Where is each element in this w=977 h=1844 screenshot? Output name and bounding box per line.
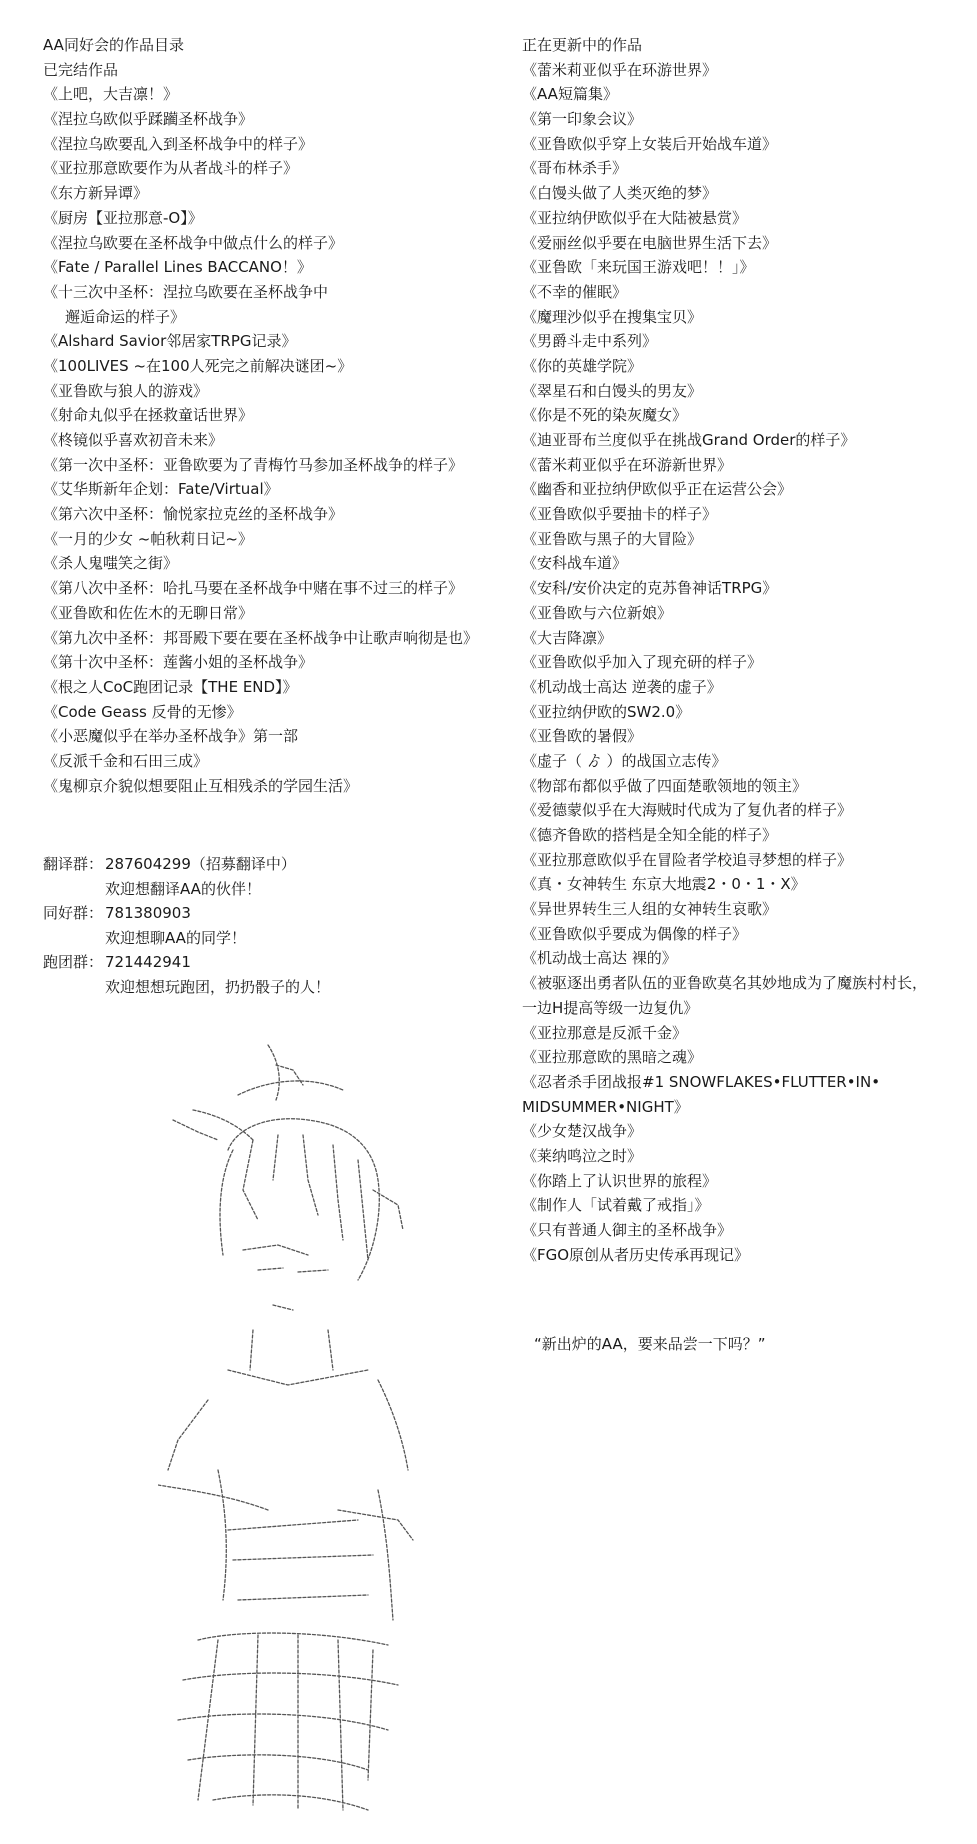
work-item: 《你的英雄学院》	[522, 356, 643, 375]
fan-group-row	[43, 901, 330, 926]
translate-group-row	[43, 852, 330, 877]
work-item: 《小恶魔似乎在举办圣杯战争》第一部	[43, 727, 299, 746]
work-item: 《物部布都似乎做了四面楚歌领地的领主》	[522, 776, 808, 795]
work-item: 《你是不死的染灰魔女》	[522, 406, 688, 425]
work-item: 《鬼柳京介貌似想要阻止互相残杀的学园生活》	[43, 776, 359, 795]
work-item: 《Alshard Savior邻居家TRPG记录》	[43, 332, 297, 351]
work-item: 《第六次中圣杯：愉悦家拉克丝的圣杯战争》	[43, 505, 344, 524]
work-item: 《Fate / Parallel Lines BACCANO！》	[43, 258, 312, 277]
completed-heading: 已完结作品	[43, 60, 119, 79]
translate-group-note: 欢迎想翻译AA的伙伴！	[105, 879, 261, 898]
work-item-continued: 一边H提高等级一边复仇》	[522, 998, 699, 1017]
work-item: 《虚子（ ゟ ）的战国立志传》	[522, 751, 727, 770]
work-item: 《亚鲁欧的暑假》	[522, 727, 643, 746]
work-item: 《男爵斗走中系列》	[522, 332, 658, 351]
trpg-group-note: 欢迎想想玩跑团，扔扔骰子的人！	[105, 977, 331, 996]
work-item: 《十三次中圣杯：涅拉乌欧要在圣杯战争中	[43, 282, 329, 301]
work-item: 《根之人CoC跑团记录【THE END】》	[43, 677, 298, 696]
ongoing-heading: 正在更新中的作品	[522, 36, 643, 54]
work-item: 《亚鲁欧与六位新娘》	[522, 603, 673, 622]
translate-group-label: 翻译群：	[43, 855, 104, 873]
work-item: 《制作人「试着戴了戒指」》	[522, 1196, 710, 1215]
work-item: 《亚鲁欧「来玩国王游戏吧！！」》	[522, 258, 755, 277]
work-item: 《亚拉那意欧的黑暗之魂》	[522, 1048, 703, 1067]
work-item: 《你踏上了认识世界的旅程》	[522, 1171, 718, 1190]
work-item: 《真・女神转生 东京大地震2・0・1・X》	[522, 875, 806, 894]
work-item: 《杀人鬼嗤笑之街》	[43, 554, 179, 573]
work-item: 《机动战士高达 裸的》	[522, 949, 677, 968]
work-item: 《爱德蒙似乎在大海贼时代成为了复仇者的样子》	[522, 801, 853, 820]
work-item: 《不幸的催眠》	[522, 282, 628, 301]
work-item: 《亚鲁欧与黑子的大冒险》	[522, 529, 703, 548]
work-item: 《射命丸似乎在拯救童话世界》	[43, 406, 254, 425]
work-item: 《涅拉乌欧要在圣杯战争中做点什么的样子》	[43, 233, 344, 252]
contact-groups	[43, 852, 330, 1000]
work-item: 《德齐鲁欧的搭档是全知全能的样子》	[522, 826, 778, 844]
ongoing-works-column	[522, 33, 972, 1267]
work-item: 《亚拉纳伊欧似乎在大陆被悬赏》	[522, 208, 748, 227]
work-item: 《亚拉那意欧似乎在冒险者学校追寻梦想的样子》	[522, 850, 853, 869]
work-item: 《第十次中圣杯：莲酱小姐的圣杯战争》	[43, 653, 314, 672]
work-item: 《魔理沙似乎在搜集宝贝》	[522, 307, 703, 326]
work-item: 《亚鲁欧似乎穿上女装后开始战车道》	[522, 134, 778, 153]
work-item: 《机动战士高达 逆袭的虚子》	[522, 677, 722, 696]
work-item: 《涅拉乌欧似乎蹂躏圣杯战争》	[43, 110, 254, 129]
work-item: 《迪亚哥布兰度似乎在挑战Grand Order的样子》	[522, 431, 856, 449]
work-item: 《幽香和亚拉纳伊欧似乎正在运营公会》	[522, 480, 793, 499]
work-item: 《只有普通人御主的圣杯战争》	[522, 1221, 733, 1239]
work-item: 《亚鲁欧似乎要成为偶像的样子》	[522, 924, 748, 943]
work-item: 《柊镜似乎喜欢初音未来》	[43, 431, 224, 449]
work-item: 《100LIVES ~在100人死完之前解决谜团~》	[43, 356, 353, 375]
catalog-title: AA同好会的作品目录	[43, 36, 184, 54]
ascii-art-character-icon	[158, 1040, 488, 1820]
work-item: 《亚拉纳伊欧的SW2.0》	[522, 702, 691, 721]
work-item: 《白馒头做了人类灭绝的梦》	[522, 184, 718, 203]
work-item: 《一月的少女 ~帕秋莉日记~》	[43, 529, 253, 548]
fan-group-number: 781380903	[105, 904, 191, 923]
work-item: 《亚鲁欧似乎加入了现充研的样子》	[522, 653, 763, 672]
fan-group-note: 欢迎想聊AA的同学！	[105, 928, 246, 947]
work-item: 《蕾米莉亚似乎在环游世界》	[522, 60, 718, 79]
work-item: 《亚鲁欧与狼人的游戏》	[43, 381, 209, 400]
work-item: 《艾华斯新年企划：Fate/Virtual》	[43, 480, 279, 499]
work-item: 《AA短篇集》	[522, 85, 618, 104]
trpg-group-label: 跑团群：	[43, 953, 104, 972]
work-item: 《东方新异谭》	[43, 184, 149, 203]
work-item-continued: MIDSUMMER•NIGHT》	[522, 1097, 689, 1116]
completed-works-column	[43, 33, 513, 798]
work-item: 《亚鲁欧似乎要抽卡的样子》	[522, 505, 718, 524]
work-item: 《Code Geass 反骨的无惨》	[43, 702, 242, 721]
work-item: 《忍者杀手团战报#1 SNOWFLAKES•FLUTTER•IN•	[522, 1072, 881, 1091]
work-item: 《第一次中圣杯：亚鲁欧要为了青梅竹马参加圣杯战争的样子》	[43, 455, 464, 474]
work-item: 《爱丽丝似乎要在电脑世界生活下去》	[522, 233, 778, 252]
work-item: 《第九次中圣杯：邦哥殿下要在要在圣杯战争中让歌声响彻是也》	[43, 628, 479, 647]
work-item: 《亚拉那意是反派千金》	[522, 1023, 688, 1042]
work-item: 《大吉降凛》	[522, 628, 613, 647]
work-item: 《FGO原创从者历史传承再现记》	[522, 1245, 750, 1264]
work-item: 《被驱逐出勇者队伍的亚鲁欧莫名其妙地成为了魔族村村长，	[522, 974, 928, 993]
work-item: 《少女楚汉战争》	[522, 1122, 643, 1141]
aa-invitation-quote: “新出炉的AA，要来品尝一下吗？”	[534, 1335, 766, 1353]
translate-group-number: 287604299（招募翻译中）	[105, 855, 296, 873]
work-item: 《亚鲁欧和佐佐木的无聊日常》	[43, 603, 254, 622]
work-item: 《莱纳鸣泣之时》	[522, 1146, 643, 1165]
work-item: 《涅拉乌欧要乱入到圣杯战争中的样子》	[43, 134, 314, 153]
work-item: 《翠星石和白馒头的男友》	[522, 381, 703, 400]
work-item: 《上吧，大吉凛！》	[43, 85, 179, 104]
work-item: 《哥布林杀手》	[522, 159, 628, 178]
fan-group-label: 同好群：	[43, 904, 104, 923]
trpg-group-row	[43, 950, 330, 975]
work-item: 《亚拉那意欧要作为从者战斗的样子》	[43, 159, 299, 178]
work-item: 《异世界转生三人组的女神转生哀歌》	[522, 900, 778, 919]
work-item: 《第一印象会议》	[522, 110, 643, 129]
work-item: 《安科/安价决定的克苏鲁神话TRPG》	[522, 579, 778, 598]
work-item: 《蕾米莉亚似乎在环游新世界》	[522, 455, 733, 474]
trpg-group-number: 721442941	[105, 953, 191, 972]
work-item-continued: 邂逅命运的样子》	[65, 307, 186, 326]
work-item: 《厨房【亚拉那意-O】》	[43, 208, 203, 227]
work-item: 《反派千金和石田三成》	[43, 751, 209, 770]
work-item: 《第八次中圣杯：哈扎马要在圣杯战争中赌在事不过三的样子》	[43, 579, 464, 598]
work-item: 《安科战车道》	[522, 554, 628, 573]
